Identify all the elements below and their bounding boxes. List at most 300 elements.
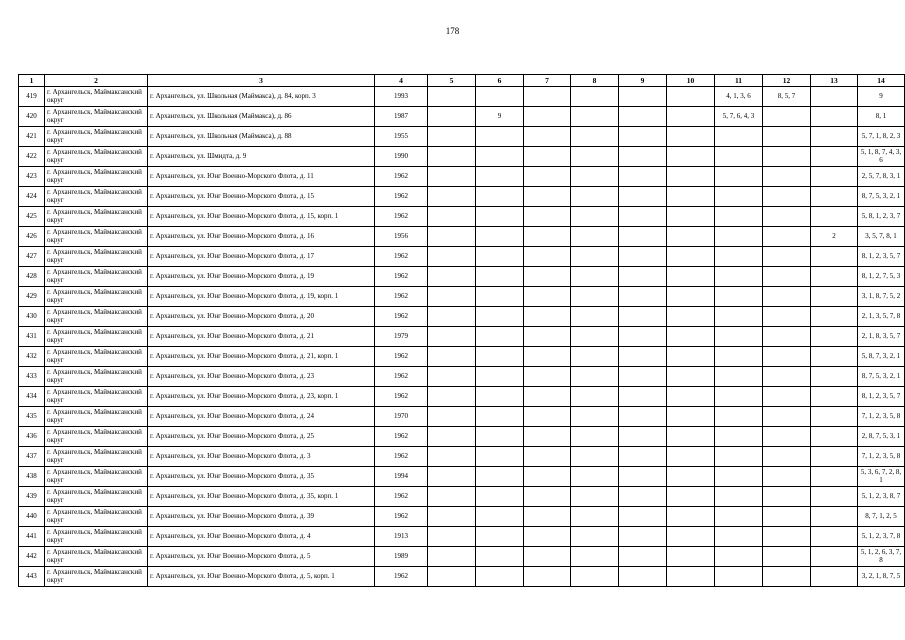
table-cell-col-14: 5, 3, 6, 7, 2, 8, 1: [858, 467, 905, 487]
table-cell-col-3: г. Архангельск, ул. Юнг Военно-Морского Флота, д. 35: [148, 467, 375, 487]
column-header-12: 12: [763, 75, 811, 87]
table-cell-col-5: [428, 387, 476, 407]
table-cell-col-1: 439: [19, 487, 45, 507]
table-cell-col-7: [524, 267, 571, 287]
table-cell-col-2: г. Архангельск, Маймаксанский округ: [45, 107, 148, 127]
table-cell-col-8: [571, 507, 619, 527]
table-cell-col-7: [524, 507, 571, 527]
table-cell-col-10: [667, 447, 715, 467]
table-cell-col-4: 1956: [375, 227, 428, 247]
table-cell-col-10: [667, 227, 715, 247]
table-cell-col-9: [619, 207, 667, 227]
table-cell-col-6: [476, 387, 524, 407]
table-cell-col-1: 437: [19, 447, 45, 467]
table-cell-col-11: [715, 187, 763, 207]
table-cell-col-6: [476, 207, 524, 227]
table-cell-col-6: [476, 167, 524, 187]
table-row: [19, 307, 905, 327]
table-cell-col-6: [476, 227, 524, 247]
table-cell-col-12: [763, 227, 811, 247]
table-cell-col-12: [763, 247, 811, 267]
table-cell-col-2: г. Архангельск, Маймаксанский округ: [45, 407, 148, 427]
table-cell-col-5: [428, 147, 476, 167]
table-cell-col-5: [428, 247, 476, 267]
table-cell-col-7: [524, 567, 571, 587]
table-cell-col-6: [476, 567, 524, 587]
column-header-9: 9: [619, 75, 667, 87]
table-cell-col-8: [571, 387, 619, 407]
table-cell-col-13: [811, 127, 858, 147]
table-cell-col-10: [667, 127, 715, 147]
table-cell-col-11: [715, 367, 763, 387]
table-cell-col-7: [524, 227, 571, 247]
table-cell-col-11: [715, 227, 763, 247]
table-cell-col-13: [811, 207, 858, 227]
table-cell-col-14: 2, 5, 7, 8, 3, 1: [858, 167, 905, 187]
table-cell-col-14: 8, 7, 5, 3, 2, 1: [858, 367, 905, 387]
table-cell-col-13: [811, 167, 858, 187]
table-cell-col-13: [811, 147, 858, 167]
table-cell-col-12: [763, 167, 811, 187]
table-cell-col-7: [524, 327, 571, 347]
table-cell-col-3: г. Архангельск, ул. Юнг Военно-Морского Флота, д. 3: [148, 447, 375, 467]
table-cell-col-1: 419: [19, 87, 45, 107]
table-cell-col-14: 8, 1, 2, 7, 5, 3: [858, 267, 905, 287]
table-cell-col-11: [715, 507, 763, 527]
table-cell-col-7: [524, 367, 571, 387]
table-cell-col-6: [476, 127, 524, 147]
table-cell-col-14: 9: [858, 87, 905, 107]
table-cell-col-13: [811, 427, 858, 447]
table-cell-col-12: [763, 267, 811, 287]
table-cell-col-1: 423: [19, 167, 45, 187]
table-cell-col-14: 8, 1: [858, 107, 905, 127]
table-cell-col-11: [715, 427, 763, 447]
table-cell-col-8: [571, 307, 619, 327]
table-cell-col-14: 3, 1, 8, 7, 5, 2: [858, 287, 905, 307]
table-cell-col-10: [667, 347, 715, 367]
table-row: [19, 347, 905, 367]
column-header-5: 5: [428, 75, 476, 87]
table-cell-col-9: [619, 527, 667, 547]
column-header-4: 4: [375, 75, 428, 87]
table-cell-col-9: [619, 387, 667, 407]
table-cell-col-11: [715, 307, 763, 327]
table-cell-col-9: [619, 87, 667, 107]
table-cell-col-8: [571, 407, 619, 427]
table-cell-col-5: [428, 207, 476, 227]
table-cell-col-7: [524, 307, 571, 327]
table-cell-col-2: г. Архангельск, Маймаксанский округ: [45, 367, 148, 387]
table-cell-col-13: [811, 507, 858, 527]
table-cell-col-11: [715, 287, 763, 307]
table-cell-col-8: [571, 527, 619, 547]
column-header-10: 10: [667, 75, 715, 87]
table-cell-col-4: 1962: [375, 387, 428, 407]
table-cell-col-10: [667, 407, 715, 427]
table-cell-col-11: [715, 127, 763, 147]
table-cell-col-9: [619, 227, 667, 247]
table-body: [19, 87, 905, 587]
table-cell-col-5: [428, 127, 476, 147]
table-cell-col-3: г. Архангельск, ул. Юнг Военно-Морского Флота, д. 15, корп. 1: [148, 207, 375, 227]
table-cell-col-8: [571, 427, 619, 447]
table-row: [19, 567, 905, 587]
table-cell-col-10: [667, 547, 715, 567]
table-cell-col-6: [476, 187, 524, 207]
table-cell-col-7: [524, 347, 571, 367]
table-cell-col-8: [571, 547, 619, 567]
table-cell-col-12: [763, 367, 811, 387]
table-cell-col-1: 435: [19, 407, 45, 427]
table-row: [19, 287, 905, 307]
table-cell-col-6: [476, 407, 524, 427]
table-cell-col-13: [811, 327, 858, 347]
table-cell-col-4: 1987: [375, 107, 428, 127]
table-cell-col-7: [524, 547, 571, 567]
table-cell-col-6: [476, 427, 524, 447]
table-cell-col-12: [763, 427, 811, 447]
table-row: [19, 527, 905, 547]
table-cell-col-13: [811, 547, 858, 567]
table-cell-col-8: [571, 287, 619, 307]
table-cell-col-10: [667, 147, 715, 167]
table-cell-col-8: [571, 207, 619, 227]
table-row: [19, 487, 905, 507]
table-cell-col-4: 1990: [375, 147, 428, 167]
table-cell-col-8: [571, 487, 619, 507]
table-cell-col-7: [524, 527, 571, 547]
table-cell-col-8: [571, 127, 619, 147]
table-cell-col-6: [476, 447, 524, 467]
table-cell-col-10: [667, 567, 715, 587]
table-cell-col-1: 420: [19, 107, 45, 127]
table-cell-col-14: 8, 7, 1, 2, 5: [858, 507, 905, 527]
table-cell-col-1: 425: [19, 207, 45, 227]
table-cell-col-2: г. Архангельск, Маймаксанский округ: [45, 327, 148, 347]
table-cell-col-9: [619, 287, 667, 307]
table-cell-col-12: [763, 487, 811, 507]
table-cell-col-8: [571, 187, 619, 207]
table-cell-col-6: [476, 87, 524, 107]
table-cell-col-14: 5, 7, 1, 8, 2, 3: [858, 127, 905, 147]
table-cell-col-6: [476, 327, 524, 347]
table-cell-col-10: [667, 287, 715, 307]
table-cell-col-11: [715, 267, 763, 287]
table-cell-col-6: [476, 147, 524, 167]
table-cell-col-14: 5, 1, 2, 6, 3, 7, 8: [858, 547, 905, 567]
table-cell-col-5: [428, 427, 476, 447]
table-row: [19, 147, 905, 167]
table-cell-col-7: [524, 127, 571, 147]
table-cell-col-11: [715, 527, 763, 547]
table-cell-col-12: 8, 5, 7: [763, 87, 811, 107]
table-cell-col-8: [571, 467, 619, 487]
table-cell-col-3: г. Архангельск, ул. Юнг Военно-Морского Флота, д. 17: [148, 247, 375, 267]
table-cell-col-1: 442: [19, 547, 45, 567]
table-cell-col-7: [524, 207, 571, 227]
table-cell-col-4: 1962: [375, 487, 428, 507]
table-cell-col-2: г. Архангельск, Маймаксанский округ: [45, 567, 148, 587]
table-cell-col-7: [524, 147, 571, 167]
table-cell-col-8: [571, 147, 619, 167]
table-cell-col-7: [524, 107, 571, 127]
table-cell-col-5: [428, 307, 476, 327]
table-cell-col-14: 8, 1, 2, 3, 5, 7: [858, 387, 905, 407]
table-cell-col-5: [428, 187, 476, 207]
table-cell-col-10: [667, 387, 715, 407]
table-cell-col-5: [428, 87, 476, 107]
table-cell-col-2: г. Архангельск, Маймаксанский округ: [45, 227, 148, 247]
table-cell-col-9: [619, 247, 667, 267]
table-cell-col-4: 1962: [375, 167, 428, 187]
table-cell-col-10: [667, 107, 715, 127]
table-cell-col-13: [811, 287, 858, 307]
table-cell-col-4: 1962: [375, 367, 428, 387]
table-cell-col-6: [476, 467, 524, 487]
table-cell-col-3: г. Архангельск, ул. Юнг Военно-Морского Флота, д. 21, корп. 1: [148, 347, 375, 367]
table-row: [19, 127, 905, 147]
column-header-7: 7: [524, 75, 571, 87]
table-cell-col-1: 431: [19, 327, 45, 347]
table-row: [19, 507, 905, 527]
table-row: [19, 447, 905, 467]
table-row: [19, 367, 905, 387]
table-cell-col-9: [619, 147, 667, 167]
table-cell-col-10: [667, 507, 715, 527]
column-header-8: 8: [571, 75, 619, 87]
table-cell-col-3: г. Архангельск, ул. Юнг Военно-Морского Флота, д. 19: [148, 267, 375, 287]
table-cell-col-3: г. Архангельск, ул. Юнг Военно-Морского Флота, д. 23: [148, 367, 375, 387]
table-cell-col-8: [571, 567, 619, 587]
table-cell-col-12: [763, 387, 811, 407]
table-cell-col-2: г. Архангельск, Маймаксанский округ: [45, 487, 148, 507]
table-cell-col-14: 7, 1, 2, 3, 5, 8: [858, 447, 905, 467]
table-cell-col-1: 441: [19, 527, 45, 547]
table-cell-col-7: [524, 407, 571, 427]
table-cell-col-13: [811, 107, 858, 127]
table-row: [19, 387, 905, 407]
table-cell-col-6: [476, 367, 524, 387]
table-cell-col-13: [811, 87, 858, 107]
table-cell-col-11: [715, 327, 763, 347]
table-cell-col-3: г. Архангельск, ул. Школьная (Маймакса), д. 86: [148, 107, 375, 127]
table-cell-col-13: [811, 267, 858, 287]
table-cell-col-5: [428, 487, 476, 507]
table-cell-col-10: [667, 167, 715, 187]
table-cell-col-11: [715, 247, 763, 267]
table-cell-col-13: [811, 387, 858, 407]
table-cell-col-6: [476, 267, 524, 287]
table-cell-col-9: [619, 547, 667, 567]
table-cell-col-8: [571, 87, 619, 107]
table-cell-col-10: [667, 307, 715, 327]
table-cell-col-2: г. Архангельск, Маймаксанский округ: [45, 127, 148, 147]
table-row: [19, 327, 905, 347]
table-cell-col-13: [811, 367, 858, 387]
table-cell-col-7: [524, 87, 571, 107]
table-cell-col-10: [667, 87, 715, 107]
table-cell-col-14: 3, 5, 7, 8, 1: [858, 227, 905, 247]
table-cell-col-12: [763, 127, 811, 147]
table-cell-col-2: г. Архангельск, Маймаксанский округ: [45, 287, 148, 307]
table-cell-col-9: [619, 347, 667, 367]
table-cell-col-1: 433: [19, 367, 45, 387]
table-cell-col-4: 1979: [375, 327, 428, 347]
table-cell-col-1: 434: [19, 387, 45, 407]
table-row: [19, 207, 905, 227]
table-cell-col-4: 1962: [375, 287, 428, 307]
table-cell-col-7: [524, 167, 571, 187]
table-cell-col-7: [524, 247, 571, 267]
table-cell-col-5: [428, 227, 476, 247]
table-cell-col-12: [763, 207, 811, 227]
table-row: [19, 467, 905, 487]
table-cell-col-10: [667, 327, 715, 347]
table-cell-col-11: [715, 207, 763, 227]
table-cell-col-14: 3, 2, 1, 8, 7, 5: [858, 567, 905, 587]
table-cell-col-8: [571, 447, 619, 467]
table-cell-col-12: [763, 467, 811, 487]
registry-table: [18, 74, 905, 587]
table-cell-col-12: [763, 347, 811, 367]
table-cell-col-2: г. Архангельск, Маймаксанский округ: [45, 547, 148, 567]
table-cell-col-2: г. Архангельск, Маймаксанский округ: [45, 267, 148, 287]
table-cell-col-5: [428, 287, 476, 307]
table-cell-col-7: [524, 487, 571, 507]
table-cell-col-5: [428, 107, 476, 127]
table-cell-col-1: 422: [19, 147, 45, 167]
table-cell-col-12: [763, 327, 811, 347]
table-cell-col-14: 2, 8, 7, 5, 3, 1: [858, 427, 905, 447]
table-cell-col-4: 1994: [375, 467, 428, 487]
table-cell-col-11: [715, 167, 763, 187]
table-cell-col-5: [428, 367, 476, 387]
table-cell-col-11: 4, 1, 3, 6: [715, 87, 763, 107]
table-row: [19, 227, 905, 247]
table-cell-col-6: [476, 507, 524, 527]
table-cell-col-10: [667, 467, 715, 487]
table-cell-col-2: г. Архангельск, Маймаксанский округ: [45, 387, 148, 407]
table-cell-col-5: [428, 507, 476, 527]
table-cell-col-10: [667, 267, 715, 287]
table-cell-col-1: 440: [19, 507, 45, 527]
table-cell-col-9: [619, 167, 667, 187]
table-cell-col-8: [571, 327, 619, 347]
table-cell-col-3: г. Архангельск, ул. Юнг Военно-Морского Флота, д. 11: [148, 167, 375, 187]
table-cell-col-14: 8, 1, 2, 3, 5, 7: [858, 247, 905, 267]
table-cell-col-13: [811, 527, 858, 547]
table-cell-col-3: г. Архангельск, ул. Юнг Военно-Морского Флота, д. 5: [148, 547, 375, 567]
table-row: [19, 167, 905, 187]
table-cell-col-1: 432: [19, 347, 45, 367]
table-cell-col-5: [428, 347, 476, 367]
table-cell-col-14: 7, 1, 2, 3, 5, 8: [858, 407, 905, 427]
table-cell-col-9: [619, 507, 667, 527]
table-cell-col-13: [811, 567, 858, 587]
table-cell-col-10: [667, 367, 715, 387]
column-header-1: 1: [19, 75, 45, 87]
table-cell-col-3: г. Архангельск, ул. Юнг Военно-Морского Флота, д. 4: [148, 527, 375, 547]
table-cell-col-4: 1989: [375, 547, 428, 567]
table-cell-col-7: [524, 387, 571, 407]
table-cell-col-8: [571, 167, 619, 187]
table-cell-col-9: [619, 487, 667, 507]
table-cell-col-12: [763, 447, 811, 467]
table-cell-col-12: [763, 407, 811, 427]
table-cell-col-7: [524, 287, 571, 307]
table-cell-col-1: 429: [19, 287, 45, 307]
table-cell-col-9: [619, 187, 667, 207]
column-header-14: 14: [858, 75, 905, 87]
table-row: [19, 187, 905, 207]
table-cell-col-13: [811, 447, 858, 467]
column-header-3: 3: [148, 75, 375, 87]
table-cell-col-4: 1962: [375, 507, 428, 527]
table-cell-col-8: [571, 347, 619, 367]
table-cell-col-1: 421: [19, 127, 45, 147]
table-cell-col-9: [619, 367, 667, 387]
table-cell-col-1: 426: [19, 227, 45, 247]
table-cell-col-8: [571, 247, 619, 267]
table-cell-col-5: [428, 447, 476, 467]
table-cell-col-13: [811, 247, 858, 267]
table-cell-col-9: [619, 127, 667, 147]
table-cell-col-10: [667, 527, 715, 547]
table-cell-col-10: [667, 427, 715, 447]
table-cell-col-3: г. Архангельск, ул. Юнг Военно-Морского Флота, д. 35, корп. 1: [148, 487, 375, 507]
table-cell-col-5: [428, 527, 476, 547]
table-cell-col-9: [619, 267, 667, 287]
table-header: [19, 75, 905, 87]
table-cell-col-3: г. Архангельск, ул. Шмидта, д. 9: [148, 147, 375, 167]
table-cell-col-10: [667, 487, 715, 507]
table-cell-col-3: г. Архангельск, ул. Юнг Военно-Морского Флота, д. 20: [148, 307, 375, 327]
table-cell-col-6: [476, 307, 524, 327]
table-cell-col-14: 8, 7, 5, 3, 2, 1: [858, 187, 905, 207]
table-row: [19, 267, 905, 287]
table-cell-col-2: г. Архангельск, Маймаксанский округ: [45, 87, 148, 107]
table-cell-col-11: [715, 387, 763, 407]
table-cell-col-14: 5, 8, 1, 2, 3, 7: [858, 207, 905, 227]
column-header-6: 6: [476, 75, 524, 87]
table-row: [19, 427, 905, 447]
table-cell-col-6: [476, 347, 524, 367]
table-cell-col-12: [763, 547, 811, 567]
table-row: [19, 247, 905, 267]
table-cell-col-13: [811, 347, 858, 367]
table-cell-col-12: [763, 307, 811, 327]
table-row: [19, 107, 905, 127]
table-cell-col-5: [428, 547, 476, 567]
table-cell-col-11: 5, 7, 6, 4, 3: [715, 107, 763, 127]
table-cell-col-3: г. Архангельск, ул. Юнг Военно-Морского Флота, д. 39: [148, 507, 375, 527]
table-cell-col-12: [763, 507, 811, 527]
table-cell-col-4: 1955: [375, 127, 428, 147]
table-cell-col-3: г. Архангельск, ул. Юнг Военно-Морского Флота, д. 16: [148, 227, 375, 247]
table-cell-col-11: [715, 487, 763, 507]
table-cell-col-2: г. Архангельск, Маймаксанский округ: [45, 527, 148, 547]
table-cell-col-13: [811, 307, 858, 327]
table-cell-col-3: г. Архангельск, ул. Юнг Военно-Морского Флота, д. 24: [148, 407, 375, 427]
table-cell-col-4: 1962: [375, 187, 428, 207]
table-cell-col-5: [428, 167, 476, 187]
table-cell-col-4: 1962: [375, 247, 428, 267]
table-cell-col-1: 443: [19, 567, 45, 587]
table-cell-col-1: 428: [19, 267, 45, 287]
table-cell-col-2: г. Архангельск, Маймаксанский округ: [45, 307, 148, 327]
table-cell-col-9: [619, 407, 667, 427]
